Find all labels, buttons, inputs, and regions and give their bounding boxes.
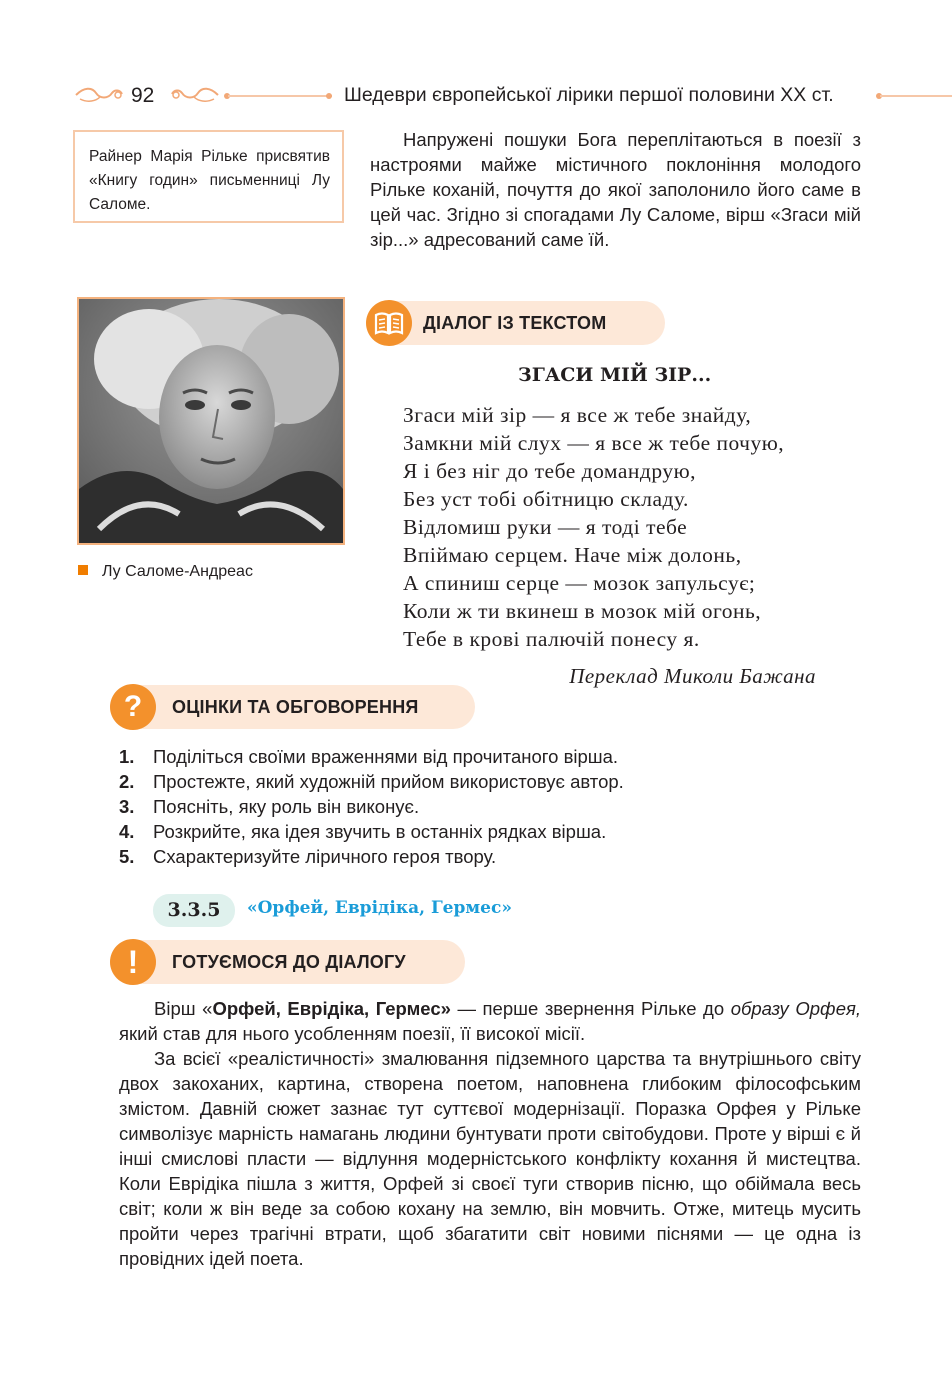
discussion-banner bbox=[135, 685, 475, 729]
portrait-photo bbox=[77, 297, 345, 545]
poem-line: Впіймаю серцем. Наче між долонь, bbox=[403, 543, 742, 567]
list-item bbox=[119, 744, 624, 769]
translator-credit: Переклад Миколи Бажана bbox=[569, 664, 816, 688]
body-text bbox=[119, 996, 861, 1271]
question-text: Поясніть, яку роль він виконує. bbox=[153, 796, 420, 817]
header-dot bbox=[326, 93, 332, 99]
caption-square-icon bbox=[78, 565, 88, 575]
question-number: 5. bbox=[119, 846, 135, 867]
header-rule bbox=[228, 95, 332, 97]
page-number: 92 bbox=[131, 84, 155, 107]
section-number: 3.3.5 bbox=[153, 894, 235, 927]
list-item bbox=[119, 819, 624, 844]
dialog-banner bbox=[390, 301, 665, 345]
bold-title: Орфей, Еврідіка, Гермес» bbox=[212, 998, 451, 1019]
side-note: Райнер Марія Рільке присвятив «Книгу годин» письменниці Лу Саломе. bbox=[73, 130, 344, 223]
open-book-icon bbox=[366, 300, 412, 346]
question-list bbox=[119, 744, 624, 869]
body-paragraph-1 bbox=[119, 996, 861, 1046]
text-run: — перше звернення Рільке до bbox=[450, 998, 731, 1019]
body-paragraph-2: За всієї «реалістичності» змалювання підземного царства та внутрішнього світу двох закоханих, картина, створена поетом, наповнена глибоким філософським змістом. Давній сюжет зазнає тут суттєвої модернізації. Поразка Орфея у Рільке символізує марність намагань людини бунтувати проти світобудови. Проте у вірші є й інші смислові пласти — відлуння модерністського конфлікту кохання й мистецтва. Коли Еврідіка пішла з життя, Орфей зі своєї туги створив пісню, що обіймала весь світ; коли ж він веде за собою кохану на землю, він мовчить. Отже, митець мусить пройти через трагічні втрати, щоб збагатити світ новими піснями — це одна із провідних ідей поета. bbox=[119, 1048, 861, 1269]
poem-line: Тебе в крові палючій понесу я. bbox=[403, 627, 700, 651]
poem-line: Замкни мій слух — я все ж тебе почую, bbox=[403, 431, 785, 455]
caption-text: Лу Саломе-Андреас bbox=[102, 563, 253, 580]
question-text: Поділіться своїми враженнями від прочитаного вірша. bbox=[153, 746, 619, 767]
list-item bbox=[119, 844, 624, 869]
question-text: Схарактеризуйте ліричного героя твору. bbox=[153, 846, 497, 867]
poem-line: Я і без ніг до тебе домандрую, bbox=[403, 459, 697, 483]
discussion-banner-title: ОЦІНКИ ТА ОБГОВОРЕННЯ bbox=[172, 697, 419, 717]
poem-line: Відломиш руки — я тоді тебе bbox=[403, 515, 688, 539]
question-number: 1. bbox=[119, 746, 135, 767]
left-ornament-icon bbox=[74, 85, 124, 105]
question-number: 4. bbox=[119, 821, 135, 842]
list-item bbox=[119, 769, 624, 794]
prep-banner-title: ГОТУЄМОСЯ ДО ДІАЛОГУ bbox=[172, 952, 406, 972]
poem-line: Без уст тобі обітницю складу. bbox=[403, 487, 689, 511]
poem-body bbox=[403, 401, 784, 653]
poem-line: Коли ж ти вкинеш в мозок мій огонь, bbox=[403, 599, 762, 623]
header-rule bbox=[880, 95, 952, 97]
question-badge-icon: ? bbox=[110, 684, 156, 730]
poem-title: ЗГАСИ МІЙ ЗІР... bbox=[518, 364, 712, 386]
dialog-banner-title: ДІАЛОГ ІЗ ТЕКСТОМ bbox=[423, 313, 607, 333]
section-title: «Орфей, Еврідіка, Гермес» bbox=[247, 898, 512, 918]
poem-line: А спиниш серце — мозок запульсує; bbox=[403, 571, 756, 595]
text-run: Вірш « bbox=[154, 998, 213, 1019]
italic-phrase: образу Орфея, bbox=[730, 998, 861, 1019]
portrait-illustration bbox=[79, 299, 343, 543]
book-badge bbox=[366, 300, 412, 346]
question-text: Розкрийте, яка ідея звучить в останніх рядках вірша. bbox=[153, 821, 607, 842]
prep-banner bbox=[135, 940, 465, 984]
exclamation-badge-icon: ! bbox=[110, 939, 156, 985]
question-text: Простежте, який художній прийом використовує автор. bbox=[153, 771, 624, 792]
question-number: 2. bbox=[119, 771, 135, 792]
list-item bbox=[119, 794, 624, 819]
question-number: 3. bbox=[119, 796, 135, 817]
intro-paragraph: Напружені пошуки Бога переплітаються в поезії з настроями майже містичного поклоніння молодого Рільке коханій, почуття до якої заполонило його саме в цей час. Згідно зі спогадами Лу Саломе, вірш «Згаси мій зір...» адресований саме їй. bbox=[370, 129, 861, 250]
running-title: Шедеври європейської лірики першої половини ХХ ст. bbox=[344, 84, 834, 106]
poem-line: Згаси мій зір — я все ж тебе знайду, bbox=[403, 403, 752, 427]
text-run: який став для нього усобленням поезії, її високої місії. bbox=[119, 1023, 586, 1044]
photo-caption bbox=[78, 563, 253, 581]
right-ornament-icon bbox=[170, 85, 220, 105]
